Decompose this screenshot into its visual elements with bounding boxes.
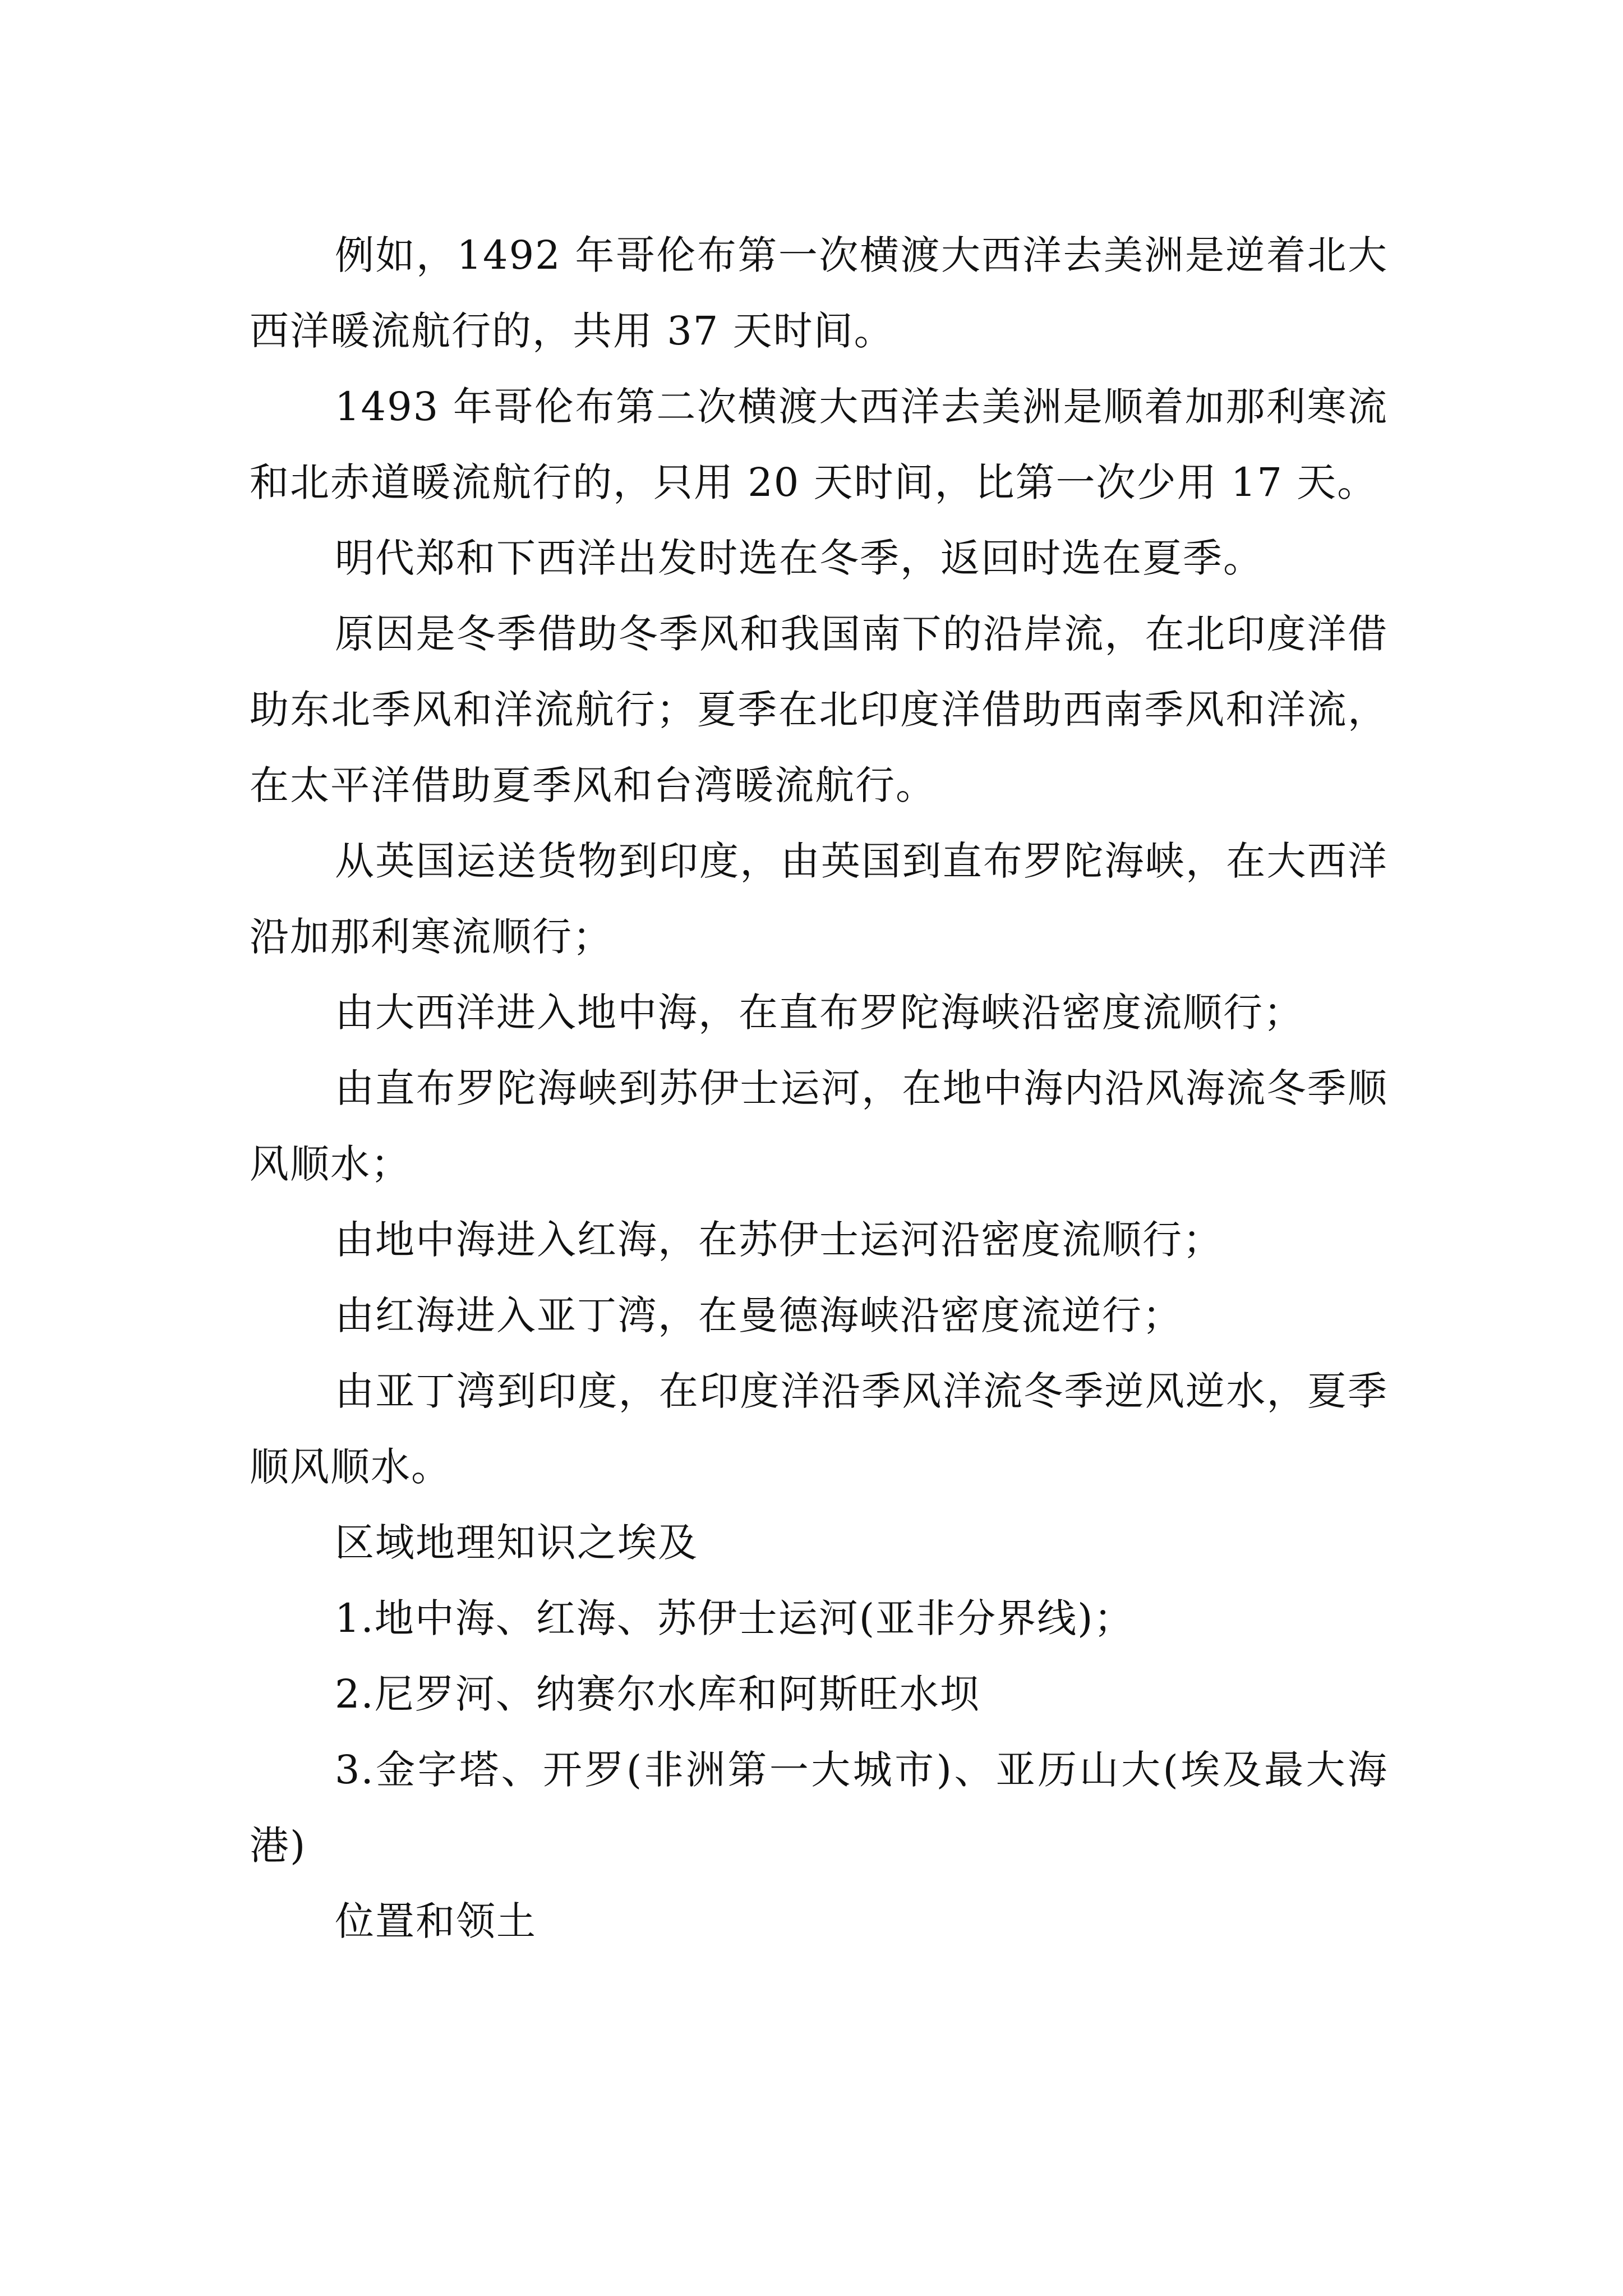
list-item-2: 2.尼罗河、纳赛尔水库和阿斯旺水坝 [335,1671,980,1717]
paragraph-red-sea-to-aden: 由红海进入亚丁湾，在曼德海峡沿密度流逆行； [335,1292,1183,1338]
paragraph-columbus-second-voyage: 1493 年哥伦布第二次横渡大西洋去美洲是顺着加那利寒流和北赤道暖流航行的，只用 20 天时间，比第一次少用 17 天。 [250,384,1388,505]
paragraph-uk-to-gibraltar: 从英国运送货物到印度，由英国到直布罗陀海峡，在大西洋沿加那利寒流顺行； [250,838,1388,960]
paragraph-aden-to-india: 由亚丁湾到印度，在印度洋沿季风洋流冬季逆风逆水，夏季顺风顺水。 [250,1368,1388,1490]
paragraph-monsoon-reason: 原因是冬季借助冬季风和我国南下的沿岸流，在北印度洋借助东北季风和洋流航行；夏季在北印度洋借助西南季风和洋流，在太平洋借助夏季风和台湾暖流航行。 [250,611,1388,808]
paragraph-atlantic-to-mediterranean: 由大西洋进入地中海，在直布罗陀海峡沿密度流顺行； [335,990,1304,1036]
paragraph-zheng-he: 明代郑和下西洋出发时选在冬季，返回时选在夏季。 [335,535,1264,581]
list-item-3: 3.金字塔、开罗(非洲第一大城市)、亚历山大(埃及最大海港) [250,1747,1388,1869]
section-heading-egypt: 区域地理知识之埃及 [335,1520,698,1566]
paragraph-mediterranean-to-red-sea: 由地中海进入红海，在苏伊士运河沿密度流顺行； [335,1217,1223,1263]
section-heading-location: 位置和领土 [335,1898,537,1944]
paragraph-columbus-first-voyage: 例如，1492 年哥伦布第一次横渡大西洋去美洲是逆着北大西洋暖流航行的，共用 37 天时间。 [250,232,1388,354]
list-item-1: 1.地中海、红海、苏伊士运河(亚非分界线)； [335,1595,1135,1641]
paragraph-gibraltar-to-suez: 由直布罗陀海峡到苏伊士运河，在地中海内沿风海流冬季顺风顺水； [250,1065,1388,1187]
document-body [250,218,1388,1959]
